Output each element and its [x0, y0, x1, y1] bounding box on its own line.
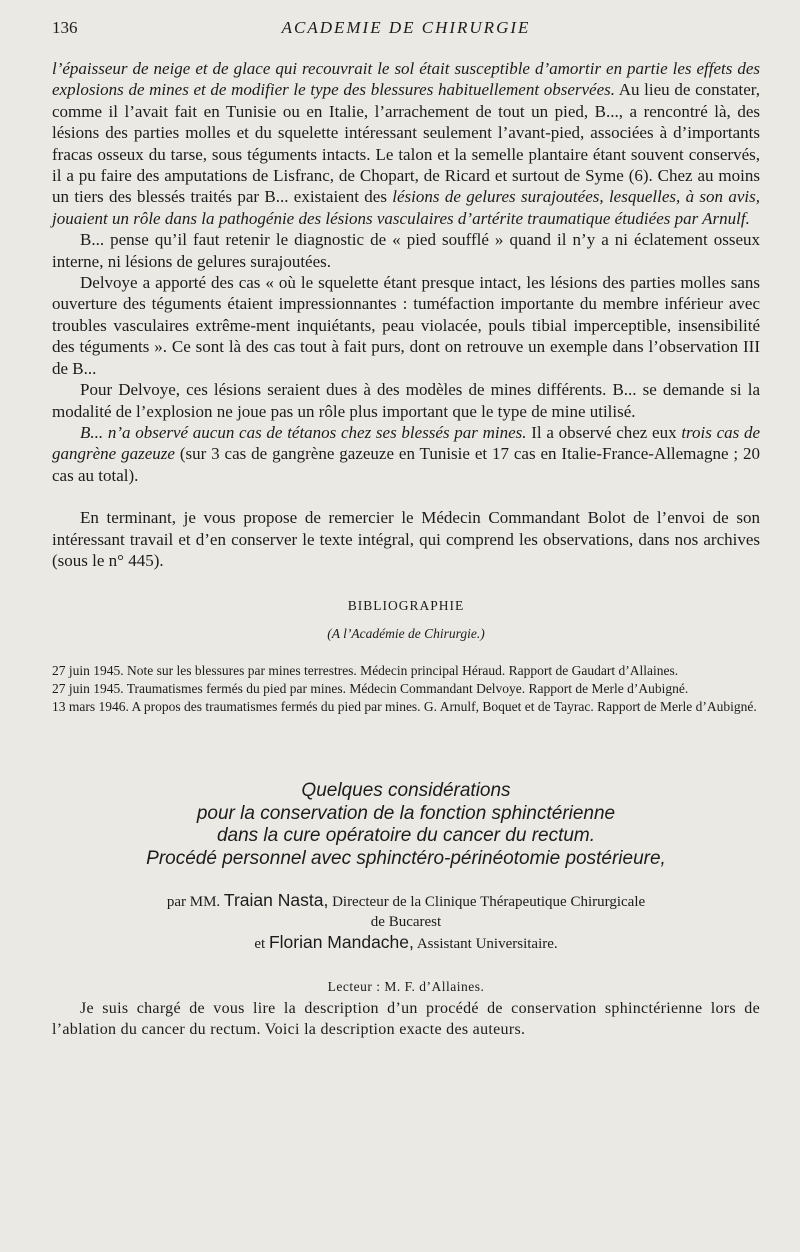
- bibliography-list: [52, 662, 760, 716]
- author-role: Assistant Universitaire.: [416, 936, 558, 953]
- italic-span: B... n’a observé aucun cas de tétanos chez ses blessés par mines.: [80, 422, 527, 442]
- author-role: Directeur de la Clinique Thérapeutique Chirurgicale: [332, 894, 646, 911]
- paragraph-5: [52, 422, 760, 486]
- article-title: [52, 780, 760, 870]
- italic-span: lésions de gelures surajoutées, lesquelles, à son avis, jouaient un rôle dans la pathogénie des lésions vasculaires d’artérite traumatique étudiées par Arnulf.: [52, 187, 761, 228]
- bibliography-entry: 13 mars 1946. A propos des traumatismes fermés du pied par mines. G. Arnulf, Boquet et de Tayrac. Rapport de Merle d’Aubigné.: [52, 699, 757, 715]
- page-body: [52, 58, 760, 1041]
- par-label: par MM.: [166, 894, 221, 911]
- bibliography-subtitle: (A l’Académie de Chirurgie.): [327, 625, 485, 641]
- bibliography-entry: 27 juin 1945. Note sur les blessures par mines terrestres. Médecin principal Héraud. Rapport de Gaudart d’Allaines.: [52, 663, 679, 679]
- bibliography-entry: 27 juin 1945. Traumatismes fermés du pied par mines. Médecin Commandant Delvoye. Rapport de Merle d’Aubigné.: [52, 681, 689, 697]
- author-name: Florian Mandache,: [268, 932, 414, 953]
- author-place: de Bucarest: [370, 914, 442, 931]
- et-label: et: [254, 936, 266, 953]
- italic-span: trois cas de gangrène gazeuze: [52, 422, 760, 464]
- author-line-1: [52, 890, 760, 912]
- page-header: [52, 18, 760, 46]
- title-line: dans la cure opératoire du cancer du rectum.: [216, 825, 596, 847]
- italic-span: l’épaisseur de neige et de glace qui recouvrait le sol était susceptible d’amortir en partie les effets des explosions de mines et de modifier le type des blessures habituellement observées.: [52, 59, 760, 100]
- lecteur-line: Lecteur : M. F. d’Allaines.: [327, 979, 485, 995]
- author-name: Traian Nasta,: [223, 890, 329, 911]
- running-head: ACADEMIE DE CHIRURGIE: [281, 18, 531, 37]
- paragraph-4: Pour Delvoye, ces lésions seraient dues à des modèles de mines différents. B... se demande si la modalité de l’explosion ne joue pas un rôle plus important que le type de mine utilisé.: [52, 380, 760, 421]
- text-span: Il a observé chez eux: [526, 422, 682, 442]
- text-span: (sur 3 cas de gangrène gazeuze en Tunisie et 17 cas en Italie-France-Allemagne ; 20 cas au total).: [52, 444, 761, 485]
- title-line: Procédé personnel avec sphinctéro-périnéotomie postérieure,: [146, 847, 666, 869]
- author-line-2: [52, 932, 760, 954]
- article-authors: [52, 890, 760, 954]
- title-line: Quelques considérations: [301, 780, 511, 802]
- page-number: 136: [52, 18, 78, 37]
- text-span: Au lieu de constater, comme il l’avait fait en Tunisie ou en Italie, l’arrachement de tout un pied, B..., a rencontré là, des lésions des parties molles et du squelette intéressant seulement l’avant-pied, associées à d’importants fracas osseux du tarse, sous téguments intacts. Le talon et la semelle plantaire étant souvent conservés, il a pu faire des amputations de Lisfranc, de Chopart, de Ricard et surtout de Syme (6). Chez au moins un tiers des blessés traités par B... existaient des: [52, 80, 760, 207]
- article-intro: Je suis chargé de vous lire la description d’un procédé de conservation sphinctérienne lors de l’ablation du cancer du rectum. Voici la description exacte des auteurs.: [52, 999, 760, 1039]
- bibliography-title: BIBLIOGRAPHIE: [347, 598, 465, 614]
- paragraph-3: Delvoye a apporté des cas « où le squelette étant presque intact, les lésions des parties molles sans ouverture des téguments étaient impressionnantes : tuméfaction importante du membre inférieur avec troubles vasculaires extrême-ment inquiétants, peau violacée, pouls tibial imperceptible, insensibilité des téguments ». Ce sont là des cas tout à fait purs, dont on retrouve un exemple dans l’observation III de B...: [52, 273, 760, 378]
- paragraph-1: [52, 58, 760, 229]
- title-line: pour la conservation de la fonction sphinctérienne: [196, 802, 616, 824]
- paragraph-2: B... pense qu’il faut retenir le diagnostic de « pied soufflé » quand il n’y a ni éclatement osseux interne, ni lésions de gelures surajoutées.: [52, 230, 760, 271]
- paragraph-6: En terminant, je vous propose de remercier le Médecin Commandant Bolot de l’envoi de son intéressant travail et d’en conserver le texte intégral, qui comprend les observations, dans nos archives (sous le n° 445).: [52, 508, 760, 570]
